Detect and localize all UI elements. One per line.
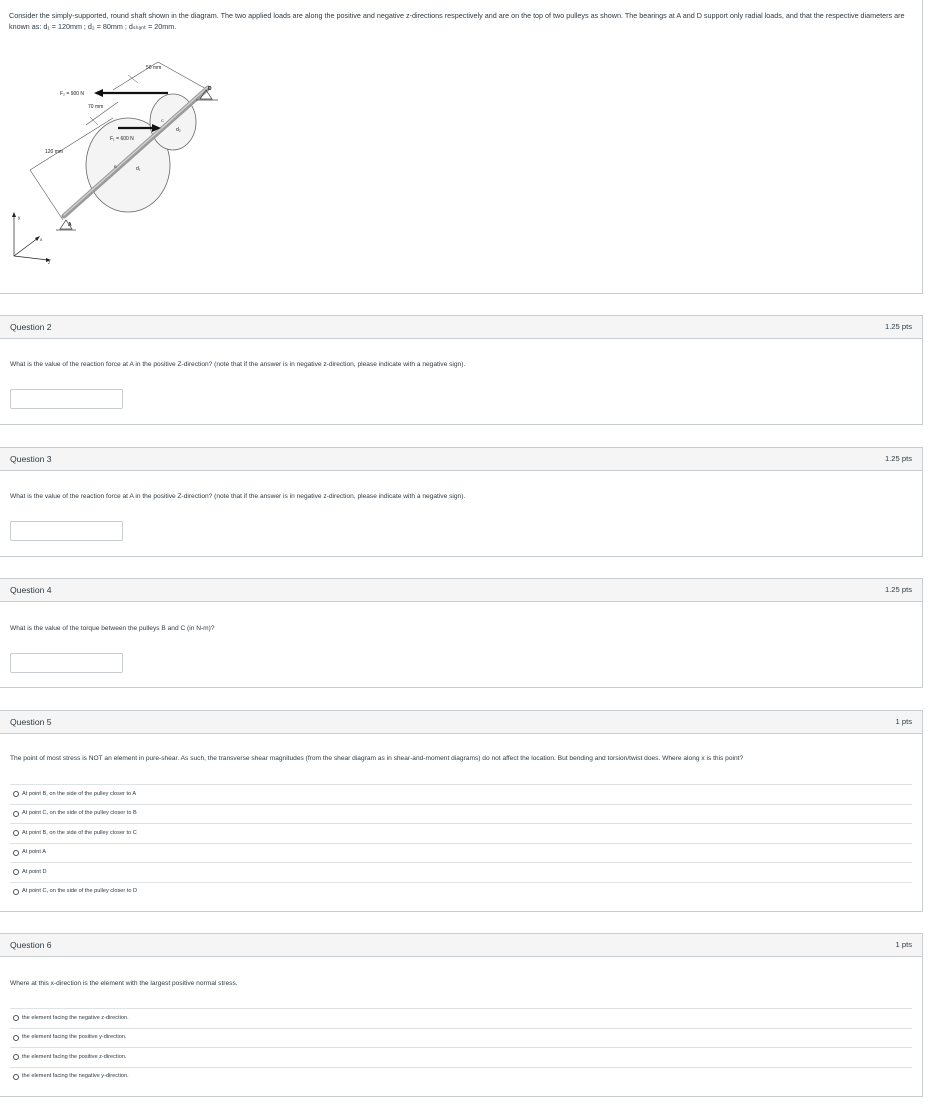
answer-choices: [10, 1008, 912, 1086]
radio-button[interactable]: [13, 811, 19, 817]
answer-input[interactable]: [10, 389, 123, 409]
answer-choices: [10, 784, 912, 902]
choice-item[interactable]: [10, 862, 912, 882]
choice-label: At point B, on the side of the pulley closer to C: [22, 829, 137, 836]
answer-input[interactable]: [10, 653, 123, 673]
question-card-4: [0, 578, 923, 688]
choice-item[interactable]: [10, 882, 912, 902]
radio-button[interactable]: [13, 889, 19, 895]
dim-70-label: 70 mm: [88, 104, 104, 110]
question-title: Question 6: [10, 940, 52, 950]
point-c-label: C: [161, 118, 164, 123]
point-a-label: A: [68, 222, 72, 228]
question-header: [0, 934, 922, 957]
choice-label: the element facing the positive y-direction.: [22, 1034, 127, 1041]
question-text: Where at this x-direction is the element with the largest positive normal stress.: [10, 980, 238, 987]
choice-item[interactable]: [10, 823, 912, 843]
question-card-2: [0, 315, 923, 425]
intro-text: Consider the simply-supported, round shaft shown in the diagram. The two applied loads are along the positive and negative z-directions respectively and are on the top of two pulleys as shown. The bearings at A and D support only radial loads, and that the respective diameters are known as: d₁ = 120mm ; d₂ = 80mm ; dₛₕₐₙₜ = 20mm.: [9, 11, 905, 31]
question-points: 1.25 pts: [884, 585, 912, 594]
question-title: Question 4: [10, 585, 52, 595]
question-text: What is the value of the reaction force at A in the positive Z-direction? (note that if the answer is in negative z-direction, please indicate with a negative sign).: [10, 493, 466, 500]
choice-label: At point D: [22, 868, 47, 875]
choice-label: At point B, on the side of the pulley closer to A: [22, 790, 137, 797]
shaft-diagram: [8, 50, 248, 270]
choice-label: At point A: [22, 849, 46, 856]
question-points: 1.25 pts: [884, 322, 912, 331]
choice-label: At point C, on the side of the pulley closer to D: [22, 888, 138, 895]
radio-button[interactable]: [13, 791, 19, 797]
question-points: 1 pts: [895, 940, 912, 949]
dim-50-label: 50 mm: [146, 65, 162, 71]
dim-120-label: 120 mm: [45, 149, 64, 155]
answer-input[interactable]: [10, 521, 123, 541]
point-b-label: B: [114, 164, 117, 169]
choice-label: the element facing the negative z-direction.: [22, 1014, 129, 1021]
axis-y-label: y: [18, 215, 21, 220]
question-header: [0, 316, 922, 339]
axis-z-label: z: [48, 260, 51, 265]
choice-item[interactable]: [10, 1008, 912, 1028]
question-header: [0, 448, 922, 471]
choice-label: At point C, on the side of the pulley closer to B: [22, 810, 137, 817]
radio-button[interactable]: [13, 830, 19, 836]
question-text: The point of most stress is NOT an element in pure-shear. As such, the transverse shear magnitudes (from the shear diagram as in shear-and-moment diagrams) do not affect the location. But bending and torsion/twist does. Where along x is this point?: [10, 755, 744, 762]
question-title: Question 3: [10, 454, 52, 464]
choice-item[interactable]: [10, 784, 912, 804]
question-points: 1.25 pts: [884, 454, 912, 463]
question-title: Question 5: [10, 717, 52, 727]
radio-button[interactable]: [13, 1035, 19, 1041]
point-d-label: D: [208, 86, 212, 92]
question-header: [0, 579, 922, 602]
choice-item[interactable]: [10, 843, 912, 863]
d1-label: d₁: [136, 166, 141, 172]
d2-label: d₂: [176, 127, 181, 133]
intro-card: [0, 0, 923, 294]
radio-button[interactable]: [13, 1074, 19, 1080]
choice-item[interactable]: [10, 1028, 912, 1048]
question-header: [0, 711, 922, 734]
radio-button[interactable]: [13, 869, 19, 875]
question-text: What is the value of the reaction force at A in the positive Z-direction? (note that if the answer is in negative z-direction, please indicate with a negative sign).: [10, 361, 466, 368]
f1-label: F₁ = 600 N: [110, 136, 134, 142]
axis-x-label: x: [40, 237, 43, 242]
question-title: Question 2: [10, 322, 52, 332]
question-text: What is the value of the torque between the pulleys B and C (in N-m)?: [10, 625, 215, 632]
choice-item[interactable]: [10, 1047, 912, 1067]
radio-button[interactable]: [13, 850, 19, 856]
radio-button[interactable]: [13, 1015, 19, 1021]
question-card-3: [0, 447, 923, 557]
f2-label: F₂ = 900 N: [60, 91, 85, 97]
question-card-5: [0, 710, 923, 912]
question-points: 1 pts: [895, 717, 912, 726]
choice-item[interactable]: [10, 804, 912, 824]
choice-item[interactable]: [10, 1067, 912, 1087]
radio-button[interactable]: [13, 1054, 19, 1060]
question-card-6: [0, 933, 923, 1097]
choice-label: the element facing the positive z-direction.: [22, 1053, 127, 1060]
choice-label: the element facing the negative y-direction.: [22, 1073, 129, 1080]
